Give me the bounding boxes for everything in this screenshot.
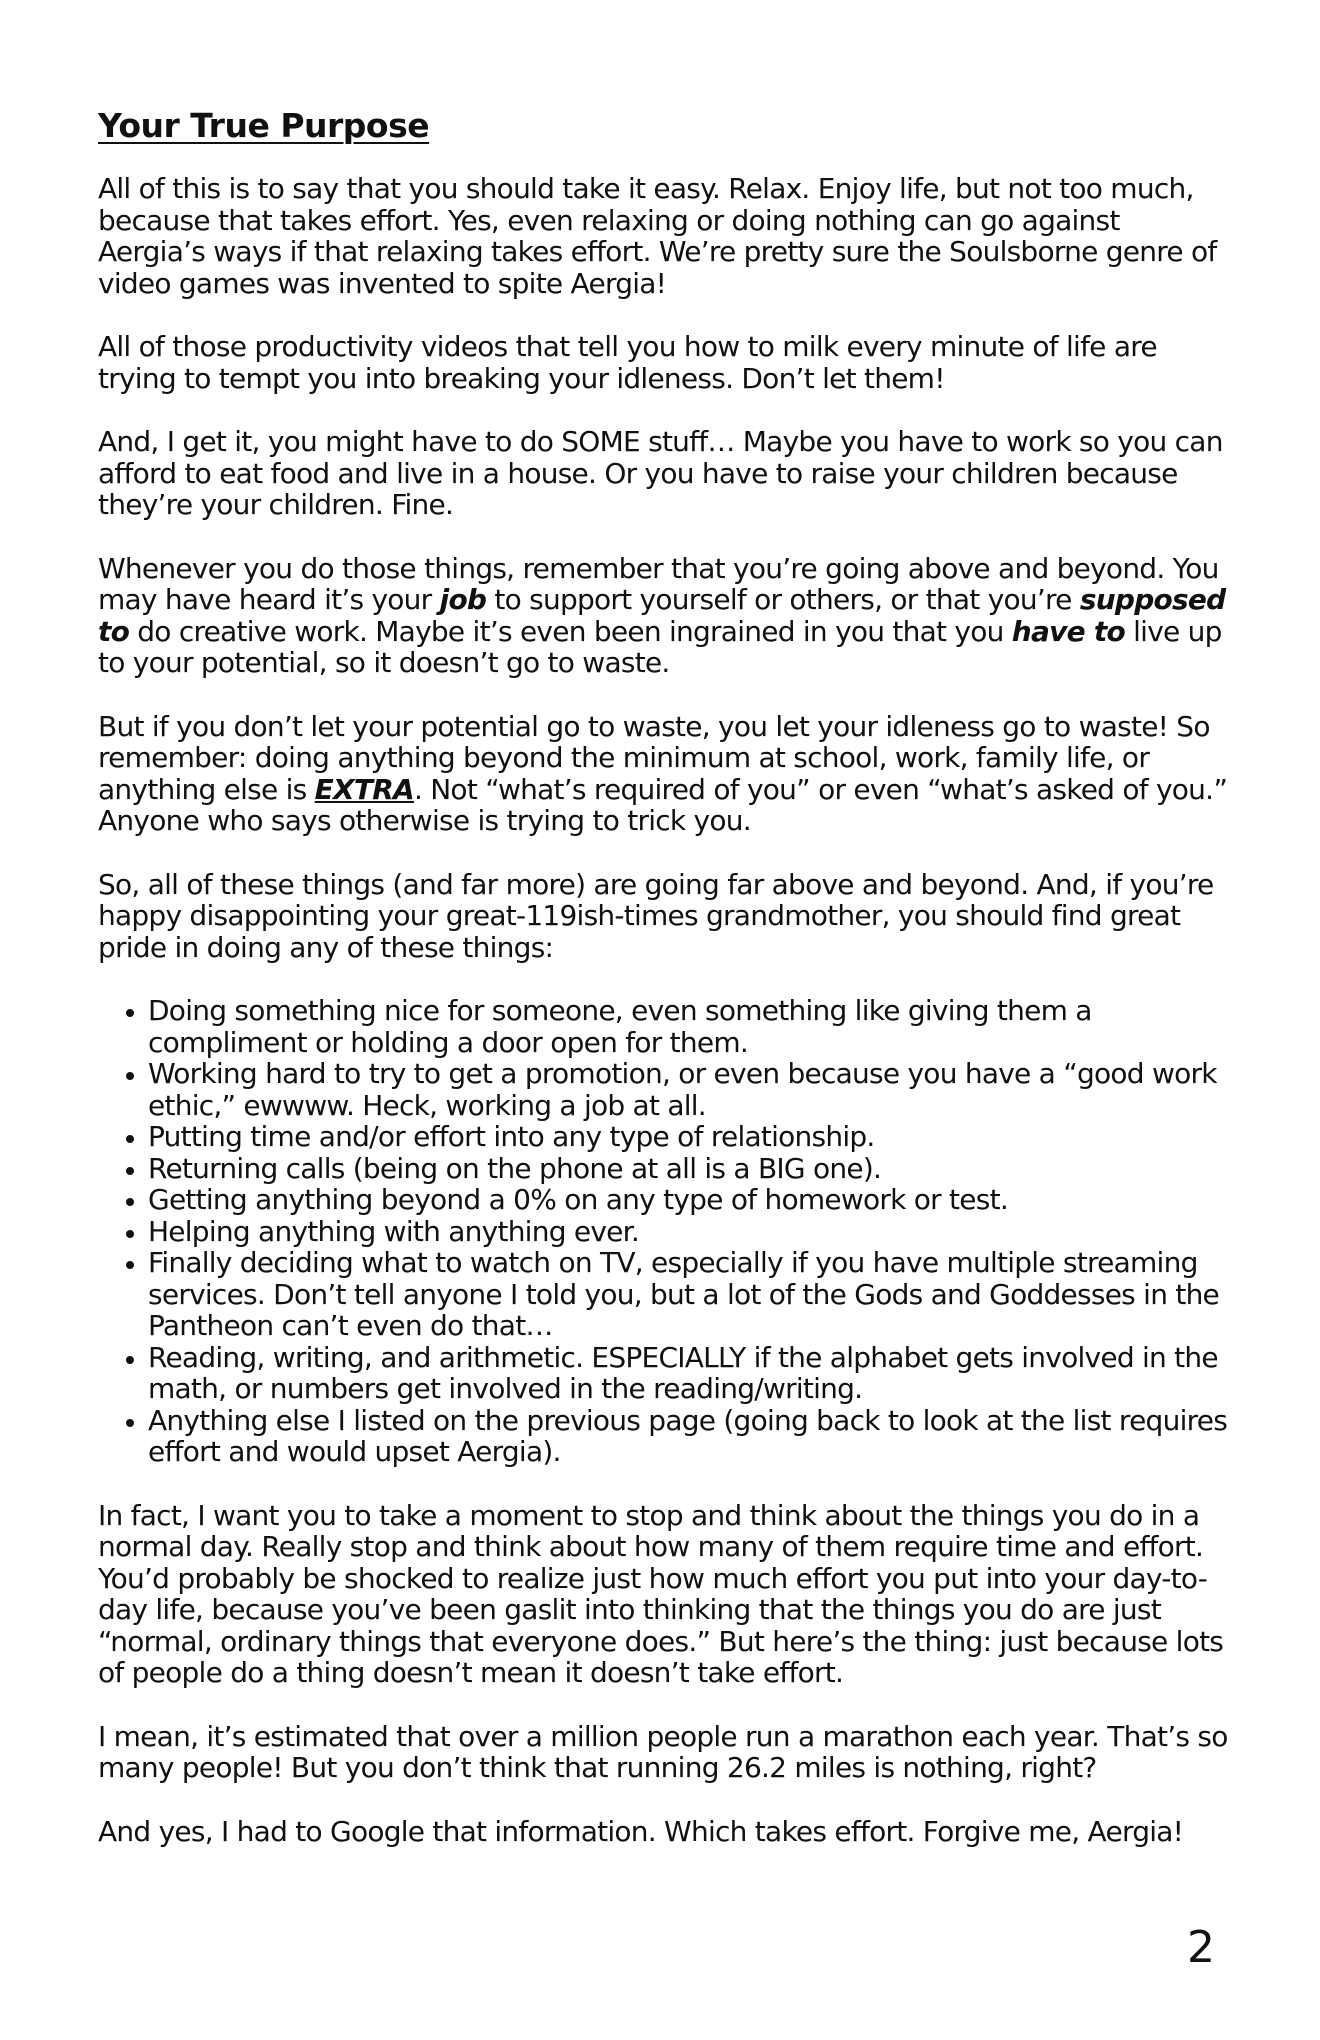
emphasis-have-to: have to (1011, 614, 1125, 648)
paragraph-4-text-c: do creative work. Maybe it’s even been ingrained in you that you (129, 614, 1012, 648)
paragraph-3: And, I get it, you might have to do SOME stuff… Maybe you have to work so you can afford to eat food and live in a house. Or you have to raise your children because they’re your children. Fine. (98, 425, 1223, 521)
list-item: • Anything else I listed on the previous page (going back to look at the list requires effort and would upset Aergia). (148, 1405, 1233, 1468)
list-item: • Reading, writing, and arithmetic. ESPECIALLY if the alphabet gets involved in the math, or numbers get involved in the reading/writing. (148, 1342, 1233, 1405)
effort-list (98, 995, 1233, 1468)
list-item: • Putting time and/or effort into any type of relationship. (148, 1121, 1233, 1153)
paragraph-5-text-a: But if you don’t let your potential go to waste, you let your idleness go to waste! So remember: doing anything beyond the minimum at school, work, family life, or anything else is (98, 709, 1210, 806)
list-item: • Working hard to try to get a promotion, or even because you have a “good work ethic,” ewwww. Heck, working a job at all. (148, 1058, 1233, 1121)
paragraph-4-text-a: Whenever you do those things, remember that you’re going above and beyond. You may have heard it’s your (98, 551, 1219, 616)
emphasis-extra: EXTRA (314, 772, 414, 806)
paragraph-4 (98, 553, 1233, 679)
list-item: • Doing something nice for someone, even something like giving them a compliment or holding a door open for them. (148, 995, 1233, 1058)
list-item: • Helping anything with anything ever. (148, 1216, 1233, 1248)
page-number: 2 (1187, 1922, 1215, 1973)
paragraph-4-text-b: to support yourself or others, or that you’re (486, 583, 1080, 616)
paragraph-6: So, all of these things (and far more) are going far above and beyond. And, if you’re happy disappointing your great-119ish-times grandmother, you should find great pride in doing any of these things: (98, 867, 1214, 964)
paragraph-9: And yes, I had to Google that information. Which takes effort. Forgive me, Aergia! (98, 1814, 1184, 1848)
paragraph-1: All of this is to say that you should take it easy. Relax. Enjoy life, but not too much, because that takes effort. Yes, even relaxing or doing nothing can go against Aergia’s ways if that relaxing takes effort. We’re pretty sure the Soulsborne genre of video games was invented to spite Aergia! (98, 172, 1217, 300)
paragraph-2: All of those productivity videos that tell you how to milk every minute of life are trying to tempt you into breaking your idleness. Don’t let them! (98, 330, 1157, 395)
paragraph-5 (98, 711, 1233, 837)
section-heading: Your True Purpose (98, 106, 430, 145)
paragraph-5-text-b: . Not “what’s required of you” or even “what’s asked of you.” Anyone who says otherwise is trying to trick you. (98, 772, 1228, 837)
page-content (98, 106, 1233, 1879)
list-item: • Finally deciding what to watch on TV, especially if you have multiple streaming services. Don’t tell anyone I told you, but a lot of the Gods and Goddesses in the Pantheon can’t even do that… (148, 1247, 1233, 1342)
paragraph-7: In fact, I want you to take a moment to stop and think about the things you do in a normal day. Really stop and think about how many of them require time and effort. You’d probably be shocked to realize just how much effort you put into your day-to-day life, because you’ve been gaslit into thinking that the things you do are just “normal, ordinary things that everyone does.” But here’s the thing: just because lots of people do a thing doesn’t mean it doesn’t take effort. (98, 1498, 1224, 1689)
list-item: • Returning calls (being on the phone at all is a BIG one). (148, 1153, 1233, 1185)
list-item: • Getting anything beyond a 0% on any type of homework or test. (148, 1184, 1233, 1216)
emphasis-supposed-to: supposed to (98, 583, 1226, 648)
emphasis-job: job (439, 583, 487, 616)
paragraph-8: I mean, it’s estimated that over a million people run a marathon each year. That’s so many people! But you don’t think that running 26.2 miles is nothing, right? (98, 1719, 1228, 1784)
paragraph-4-text-d: live up to your potential, so it doesn’t go to waste. (98, 614, 1222, 679)
